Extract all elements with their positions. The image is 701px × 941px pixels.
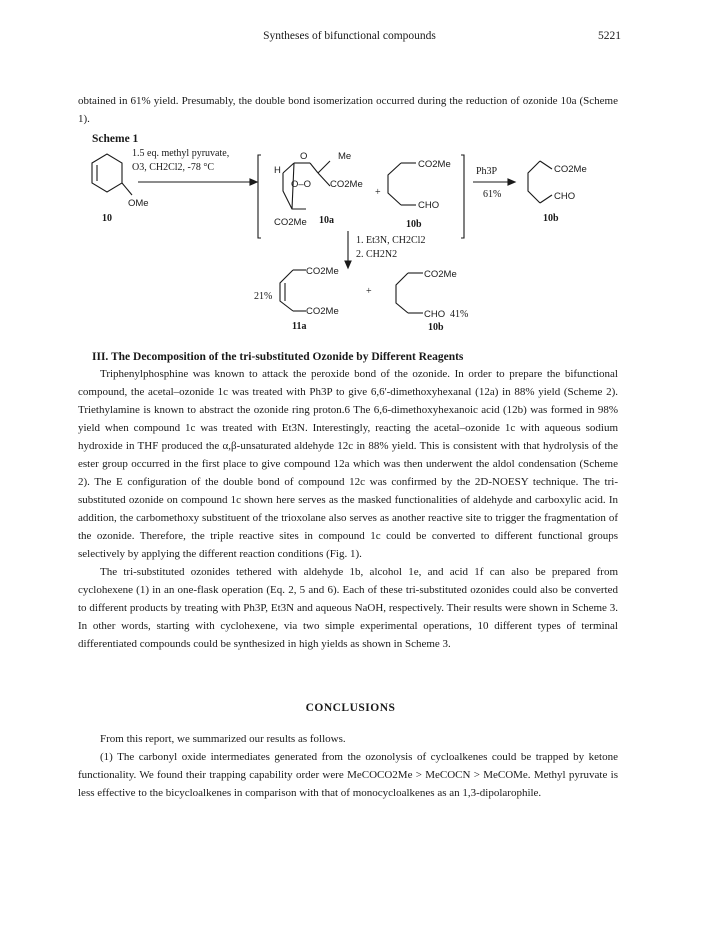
yield-ph3p: 61%	[483, 189, 502, 200]
intro-paragraph-text: obtained in 61% yield. Presumably, the double bond isomerization occurred during the reduction of ozonide 10a (Scheme 1).	[78, 95, 618, 125]
yield-10b-bottom: 41%	[450, 309, 469, 320]
conclusions-body	[78, 730, 618, 802]
compound-10b-label: 10b	[406, 219, 422, 230]
label-o-top: O	[300, 151, 308, 162]
scheme-1-figure	[78, 143, 638, 333]
label-cho-product: CHO	[554, 191, 576, 202]
product-10b-label: 10b	[543, 213, 559, 224]
label-me: Me	[338, 151, 352, 162]
compound-10-label: 10	[102, 213, 112, 224]
label-co2me-10b-bottom: CO2Me	[424, 269, 457, 280]
label-cho-10b: CHO	[418, 200, 440, 211]
reagents-step1-line2: O3, CH2Cl2, -78 °C	[132, 162, 215, 173]
conclusions-heading: CONCLUSIONS	[305, 702, 396, 714]
paragraph-1: Triphenylphosphine was known to attack the peroxide bond of the ozonide. In order to prepare the bifunctional compound, the acetal–ozonide 1c was treated with Ph3P to give 6,6'-dimethoxyhexanal (12a) in 88% yield (Scheme 2). Triethylamine is known to abstract the ozonide ring proton.6 The 6,6-dimethoxyhexanoic acid (12b) was formed in 98% yield when compound 1c was treated with Et3N. Interestingly, reacting the acetal–ozonide 1c with aqueous sodium hydroxide in THF produced the α,β-unsaturated aldehyde 12c in 88% yield. This is consistent with that hydrolysis of the ester group occurred in the first place to give compound 12a which was then underwent the aldol condensation (Scheme 2). The E configuration of the double bond of compound 12c was confirmed by the 2D-NOESY technique. The tri-substituted ozonide on compound 1c shown here serves as the masked functionalities of aldehyde and carboxylic acid. In addition, the carbomethoxy substituent of the trioxolane also serves as another reactive site to trigger the fragmentation of the ozonide. Therefore, the triple reactive sites in compound 1c could be converted to different functional groups selectively by applying the different reaction conditions (Fig. 1).	[78, 368, 618, 560]
label-oo: O–O	[291, 179, 312, 190]
label-ome: OMe	[128, 198, 149, 209]
reagents-step2-line2: 2. CH2N2	[356, 249, 398, 260]
conclusions-item-1: (1) The carbonyl oxide intermediates generated from the ozonolysis of cycloalkenes could be trapped by ketone functionality. We found their trapping capability order were MeCOCO2Me > MeCOCN > MeCOMe. Methyl pyruvate is less effective to the bicycloalkenes in comparison with that of monocycloalkenes as an 1,3-dipolarophile.	[78, 751, 618, 799]
reagents-step2-line1: 1. Et3N, CH2Cl2	[356, 235, 426, 246]
section-heading: III. The Decomposition of the tri-substituted Ozonide by Different Reagents	[92, 351, 464, 363]
compound-10a-label: 10a	[319, 215, 334, 226]
conclusions-intro: From this report, we summarized our results as follows.	[100, 733, 346, 745]
paragraph-2: The tri-substituted ozonides tethered with aldehyde 1b, alcohol 1e, and acid 1f can also be prepared from cyclohexene (1) in an one-flask operation (Eq. 2, 5 and 6). Each of these tri-substituted ozonides could also be converted to different products by treating with Ph3P, Et3N and aqueous NaOH, respectively. Their results were shown in Scheme 3. In other words, starting with cyclohexene, via two simple experimental operations, 10 different types of terminal differentiated compounds could be synthesized in high yields as shown in Scheme 3.	[78, 566, 618, 650]
label-co2me-11a-top: CO2Me	[306, 266, 339, 277]
label-co2me-bottom: CO2Me	[274, 217, 307, 228]
label-co2me-10b: CO2Me	[418, 159, 451, 170]
yield-11a: 21%	[254, 291, 273, 302]
bracket-right	[461, 155, 464, 238]
intro-paragraph	[78, 92, 618, 128]
label-co2me-product: CO2Me	[554, 164, 587, 175]
label-h: H	[274, 165, 281, 176]
plus-sign-2: +	[366, 286, 372, 297]
label-cho-10b-bottom: CHO	[424, 309, 446, 320]
label-co2me-11a-bottom: CO2Me	[306, 306, 339, 317]
reagent-ph3p: Ph3P	[476, 166, 498, 177]
compound-11a-label: 11a	[292, 321, 307, 332]
scheme-label: Scheme 1	[92, 133, 139, 145]
label-co2me-ozonide: CO2Me	[330, 179, 363, 190]
section-body	[78, 365, 618, 653]
running-header	[78, 30, 621, 48]
running-title: Syntheses of bifunctional compounds	[263, 30, 436, 42]
page-number: 5221	[598, 30, 621, 42]
plus-sign-1: +	[375, 187, 381, 198]
bracket-left	[258, 155, 261, 238]
compound-10b-bottom-label: 10b	[428, 322, 444, 333]
reagents-step1-line1: 1.5 eq. methyl pyruvate,	[132, 148, 230, 159]
